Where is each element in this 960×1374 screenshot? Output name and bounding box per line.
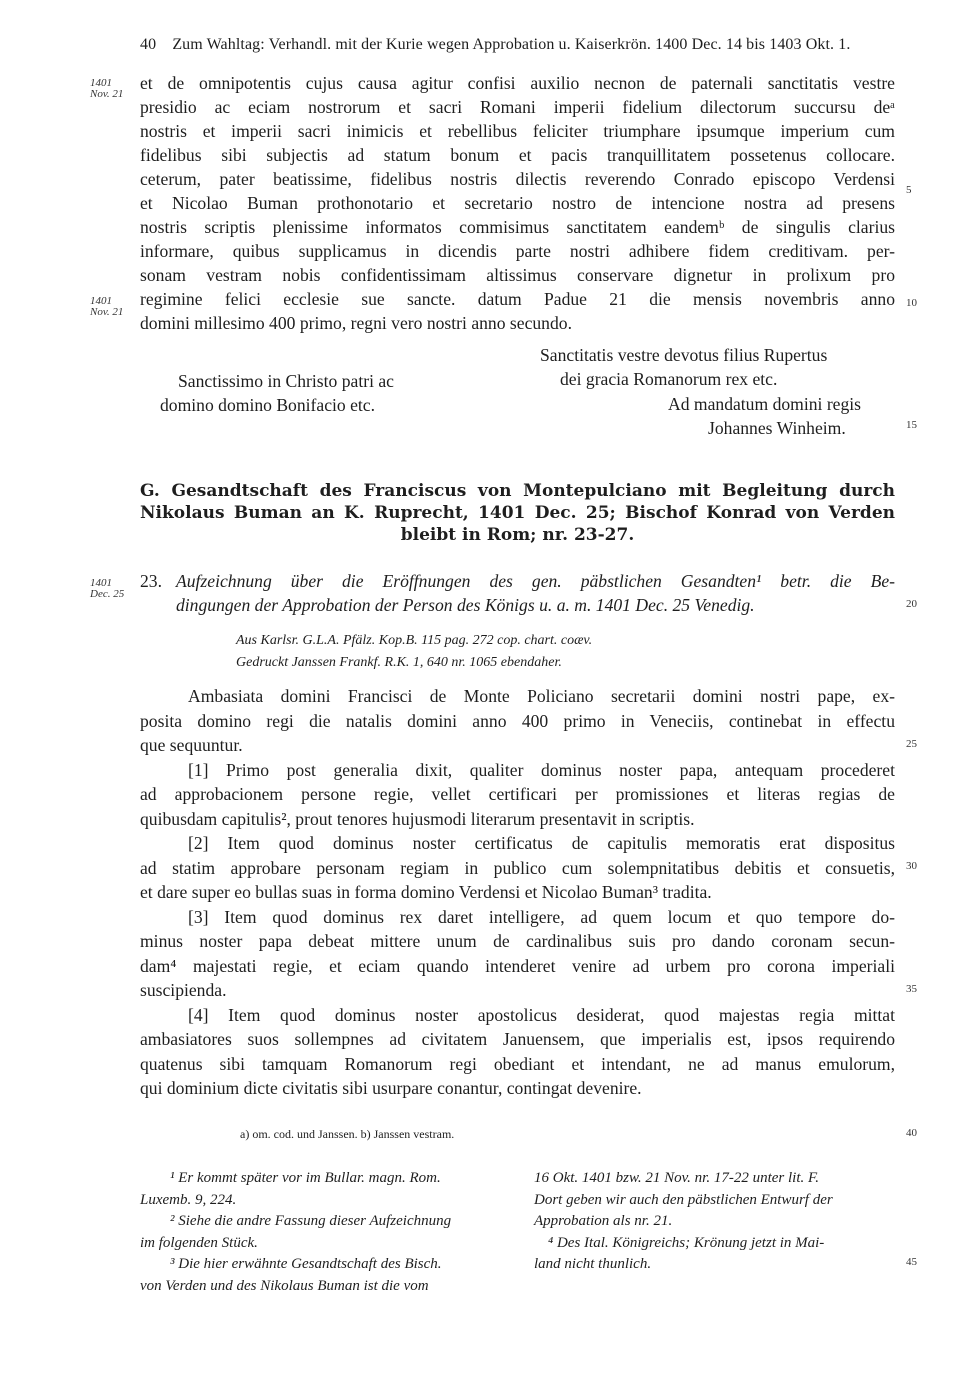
section-title: G. Gesandtschaft des Franciscus von Montepulciano mit Begleitung durch Nikolaus Buman an K. Ruprecht, 1401 Dec. 25; Bischof Konrad von Verden bleibt in Rom; nr. 23-27. xyxy=(140,481,895,545)
footnote: 16 Okt. 1401 bzw. 21 Nov. nr. 17-22 unter lit. F. xyxy=(534,1170,819,1186)
source-note: Aus Karlsr. G.L.A. Pfälz. Kop.B. 115 pag. 272 cop. chart. coæv. Gedruckt Janssen Frankf. R.K. 1, 640 nr. 1065 ebendaher. xyxy=(236,633,593,670)
text-line: et de omnipotentis cujus causa agitur confisi auxilio necnon de paternali sanctitatis vestre xyxy=(140,73,895,93)
text-line: ad approbacionem persone regie, vellet certificari per promissiones et literas regias de xyxy=(140,784,895,804)
footnote: ⁴ Des Ital. Königreichs; Krönung jetzt in Mai- xyxy=(548,1234,825,1251)
footnote: ² Siehe die andre Fassung dieser Aufzeichnung xyxy=(170,1213,452,1229)
text-line: nostris scriptis plenissime informatos commisimus sanctitatem eandemᵇ de singulis clarius xyxy=(140,217,895,237)
text-line: [4] Item quod dominus noster apostolicus desiderat, quod majestas regia mittat xyxy=(188,1004,895,1025)
apparatus-note: a) om. cod. und Janssen. b) Janssen vestram. xyxy=(240,1127,455,1141)
text-line: informare, quibus supplicamus in dicendis parte nostri adhibere fidem creditivam. per- xyxy=(140,241,895,261)
line-number: 45 xyxy=(906,1256,917,1268)
document-heading: Aufzeichnung über die Eröffnungen des gen. päbstlichen Gesandten¹ betr. die Be- dingungen der Approbation der Person des Königs u. a. m. 1401 Dec. 25 Venedig. xyxy=(176,571,895,615)
text-line: ad statim approbare personam regiam in publico cum solempnitatibus debitis et consuetis, xyxy=(140,857,895,878)
document-body xyxy=(140,684,895,1101)
address: Sanctissimo in Christo patri ac domino domino Bonifacio etc. xyxy=(160,371,394,415)
footnote: land nicht thunlich. xyxy=(534,1256,652,1272)
text-line: minus noster papa debeat mittere unum de cardinalibus suis pro dando coronam secun- xyxy=(140,931,895,951)
margin-date: 1401 Nov. 21 xyxy=(90,295,124,318)
line-number: 35 xyxy=(906,983,917,995)
text-line: et Nicolao Buman prothonotario et secretario nostro de intencione nostra ad presens xyxy=(140,193,895,213)
text-line: Ambasiata domini Francisci de Monte Policiano secretarii domini nostri pape, ex- xyxy=(188,686,895,706)
page-number: 40 xyxy=(140,36,157,53)
footnote: im folgenden Stück. xyxy=(140,1234,258,1251)
signature: Sanctitatis vestre devotus filius Rupertus dei gracia Romanorum rex etc. xyxy=(540,345,828,389)
text-line: posita domino regi die natalis domini anno 400 primo in Veneciis, continebat in effectu xyxy=(140,710,895,731)
footnote: ³ Die hier erwähnte Gesandtschaft des Bisch. xyxy=(170,1256,442,1272)
line-number: 25 xyxy=(906,738,917,750)
text-line: ceterum, pater beatissime, fidelibus nostris dilectis reverendo Conrado episcopo Verdensi xyxy=(140,169,895,189)
footnote: ¹ Er kommt später vor im Bullar. magn. Rom. xyxy=(170,1170,441,1186)
line-number: 30 xyxy=(906,860,917,872)
margin-date: 1401 Nov. 21 xyxy=(90,77,124,100)
text-line: presidio ac eciam nostrorum et sacri Romani imperii fidelium dilectorum succursu deᵃ xyxy=(140,97,895,117)
text-line: domini millesimo 400 primo, regni vero nostri anno secundo. xyxy=(140,313,572,333)
text-line: [1] Primo post generalia dixit, qualiter dominus noster papa, antequam procederet xyxy=(188,759,895,780)
letter-text xyxy=(140,71,895,335)
running-header xyxy=(140,36,850,54)
footnote: Dort geben wir auch den päbstlichen Entwurf der xyxy=(534,1191,833,1208)
text-line: ambasiatores suos sollempnes ad civitatem Januensem, que imperialis est, ipsos requirendo xyxy=(140,1029,895,1049)
document-number: 23. xyxy=(140,571,162,591)
text-line: regimine felici ecclesie sue sancte. datum Padue 21 die mensis novembris anno xyxy=(140,289,895,309)
line-number: 15 xyxy=(906,419,917,431)
mandate: Ad mandatum domini regis Johannes Winheim. xyxy=(668,394,862,438)
text-line: dam⁴ majestati regie, et eciam quando intenderet venire ad urbem pro corona imperiali xyxy=(140,955,895,976)
text-line: sonam vestram nobis confidentissimam altissimus conservare dignetur in prolixum pro xyxy=(140,265,895,285)
footnotes-right xyxy=(534,1168,899,1276)
line-number: 5 xyxy=(906,184,912,196)
footnote: von Verden und des Nikolaus Buman ist die vom xyxy=(140,1277,429,1294)
line-number: 10 xyxy=(906,297,917,309)
margin-date: 1401 Dec. 25 xyxy=(90,577,125,600)
text-line: suscipienda. xyxy=(140,980,227,1000)
text-line: [3] Item quod dominus rex daret intelligere, ad quem locum et quo tempore do- xyxy=(188,906,895,927)
footnotes-left xyxy=(140,1168,515,1297)
running-title: Zum Wahltag: Verhandl. mit der Kurie wegen Approbation u. Kaiserkrön. 1400 Dec. 14 bis 1403 Okt. 1. xyxy=(172,36,851,53)
footnote: Luxemb. 9, 224. xyxy=(140,1191,237,1208)
line-number: 20 xyxy=(906,598,917,610)
footnote: Approbation als nr. 21. xyxy=(534,1213,673,1229)
text-line: qui dominium dicte civitatis sibi usurpare conantur, contingat devenire. xyxy=(140,1078,642,1098)
text-line: que sequuntur. xyxy=(140,735,243,755)
text-line: quatenus sibi tamquam Romanorum regi obediant et intendant, ne ad manus emulorum, xyxy=(140,1053,895,1074)
text-line: [2] Item quod dominus noster certificatus de capitulis memoratis erat dispositus xyxy=(188,833,895,853)
line-number: 40 xyxy=(906,1127,917,1139)
text-line: quibusdam capitulis², prout tenores hujusmodi literarum presentavit in scriptis. xyxy=(140,808,695,829)
text-line: et dare super eo bullas suas in forma domino Verdensi et Nicolao Buman³ tradita. xyxy=(140,882,712,902)
text-line: nostris et imperii sacri inimicis et rebellibus feliciter triumphare ipsumque imperium cum xyxy=(140,121,895,141)
text-line: fidelibus sibi subjectis ad statum bonum et pacis tranquillitatem possetenus collocare. xyxy=(140,145,895,165)
